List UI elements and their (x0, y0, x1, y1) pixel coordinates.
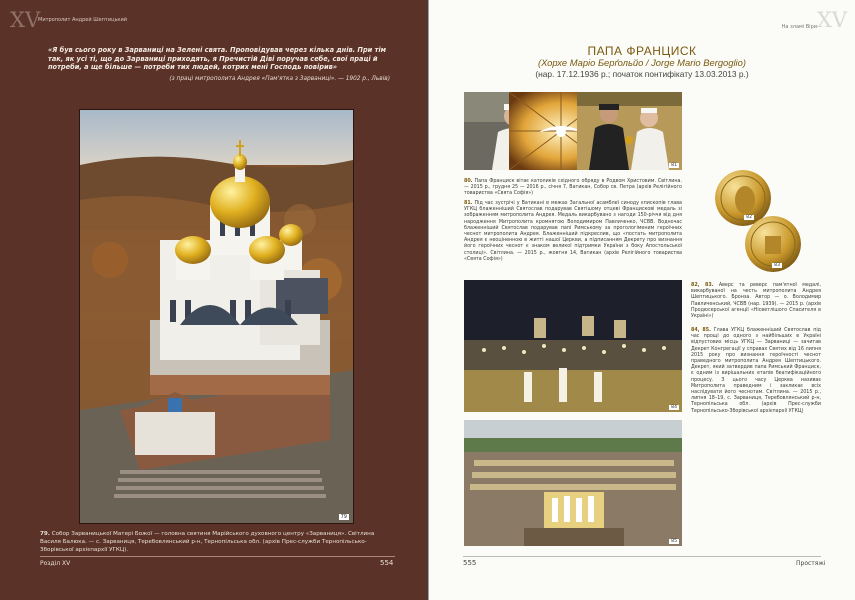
footer-label-right: Простяжі (796, 560, 826, 567)
pontificate-dates: (нар. 17.12.1936 р.; початок понтифікату 13.03.2013 р.) (535, 69, 749, 79)
right-page (429, 0, 855, 600)
photo-number-83: 83 (774, 263, 780, 268)
page-title: ПАПА ФРАНЦИСК (587, 44, 697, 58)
caption-81-number: 81. (464, 201, 473, 206)
photo-number-82-box (741, 214, 757, 222)
caption-82-83-number: 82, 83. (691, 283, 714, 288)
footer-label-left: Розділ XV (40, 560, 71, 567)
running-head-left: Митрополит Андрей Шептицький (38, 17, 127, 23)
caption-79 (40, 530, 395, 555)
caption-84-85-text: Глава УГКЦ блаженніший Святослав під час прощі до одного з найбільших в Україні відпустових місць УГКЦ — Зарваниці — зачитав Декрет Конгрегації у справах Святих від 16 липня 2015 року про визнання героїчності чеснот праведного митрополита Андрея Шептицького. Декрет, який затвердив папа Римський Франциск, є одним із вирішальних етапів беатифікаційного процесу. З цього часу Церква називає Митрополита праведним і закликає всіх наслідувати його чеснотам. Світлина. — 2015 р., липня 18–19, с. Зарваниця, Теребовлянський р-н, Тернопільська обл. (архів Прес-служби Тернопільсько-Зборівської архієпархії УГКЦ) (691, 328, 821, 414)
caption-82-83 (691, 283, 821, 320)
photo-number-79: 79 (340, 514, 347, 520)
caption-84-85 (691, 328, 821, 415)
epigraph-source: (з праці митрополита Андрея «Пам'ятка з Зарваниці». — 1902 р., Львів) (169, 76, 390, 82)
footer-rule-right (463, 556, 821, 557)
photo-number-85: 85 (671, 539, 677, 544)
epigraph-quote: «Я був сього року в Зарваниці на Зелені свята. Проповідував через кілька днів. При тім так, як усі ті, що до Зарваниці приходять, я Пречистій Діві поручав себе, свої праці й потреби, а ще більше — потреби тих людей, котрих мені Господь повірив» (48, 46, 387, 72)
cathedral-photo (79, 109, 354, 524)
caption-81 (464, 201, 682, 263)
caption-80 (464, 179, 682, 198)
photo-number-82: 82 (746, 215, 752, 220)
photo-number-84: 84 (671, 405, 677, 410)
caption-84-85-number: 84, 85. (691, 328, 711, 333)
section-numeral-left: XV (10, 8, 41, 32)
caption-81-text: Під час зустрічі у Ватикані в межах Загальної асамблеї синоду єпископів глава УГКЦ блаженніший Святослав подарував Святішому отцеві Францискові медаль зі зображенням митрополита Андрея. Медаль викарбувано з нагоди 150-річчя від дня народження Митрополита кромнятою Володимиром Павличенко, ЧСВВ. Водночас блаженніший Святослав подарував папі Римському за прогологіменим героїчних чеснот митрополита Андрея. Блаженніший підкреслив, що «постать митрополита Андрея є неоціненною в житті нашої Церкви, а підписанням Декрету про визнання його героїчних чеснот є знаком великої підтримки України з боку Апостольської столиці». Світлина. — 2015 р., жовтня 14, Ватикан (архів Релігійного товариства «Свята Софія») (464, 201, 682, 262)
running-head-right: На зламі Віри (781, 24, 817, 30)
left-page (0, 0, 427, 600)
caption-79-number: 79. (40, 531, 50, 537)
caption-80-text: Папа Франциск вітає католиків східного обряду в Родвом Христовим. Світлина. — 2015 р., грудня 25 — 2016 р., січня 7, Ватикан, Собор св. Петра (архів Релігійного товариства «Свята Софія») (464, 179, 682, 197)
page-number-right: 555 (463, 559, 477, 567)
page-subtitle: (Хорхе Маріо Берґольйо / Jorge Mario Bergoglio) (538, 57, 746, 68)
footer-rule-left (40, 556, 395, 557)
photo-81-medal-gift (577, 92, 682, 170)
page-number-left: 554 (380, 559, 394, 567)
photo-number-81: 81 (671, 163, 677, 168)
photo-84-night-procession (464, 280, 682, 412)
section-numeral-right: XV (816, 8, 847, 32)
photo-number-83-box (769, 262, 785, 270)
caption-82-83-text: Аверс та реверс пам'ятної медалі, викарбуваної на честь митрополита Андрея Шептицького. Бронза. Автор — о. Володимир Павличенський, ЧСВВ (нар. 1939). — 2015 р. (архів Продюсерської агенції «Нісветлішого Спасителя в Україні») (691, 283, 821, 320)
caption-80-number: 80. (464, 179, 473, 184)
photo-85-pilgrimage-crowd (464, 420, 682, 546)
caption-79-text: Собор Зарваницької Матері Божої — головна святиня Марійського духовного центру «Зарваниця». Світлина Василя Балюка. — с. Зарваниця, Теребовлянський р-н, Тернопільська обл. (архів Прес-служби Тернопільсько-Зборівської архієпархії УГКЦ). (40, 531, 375, 554)
